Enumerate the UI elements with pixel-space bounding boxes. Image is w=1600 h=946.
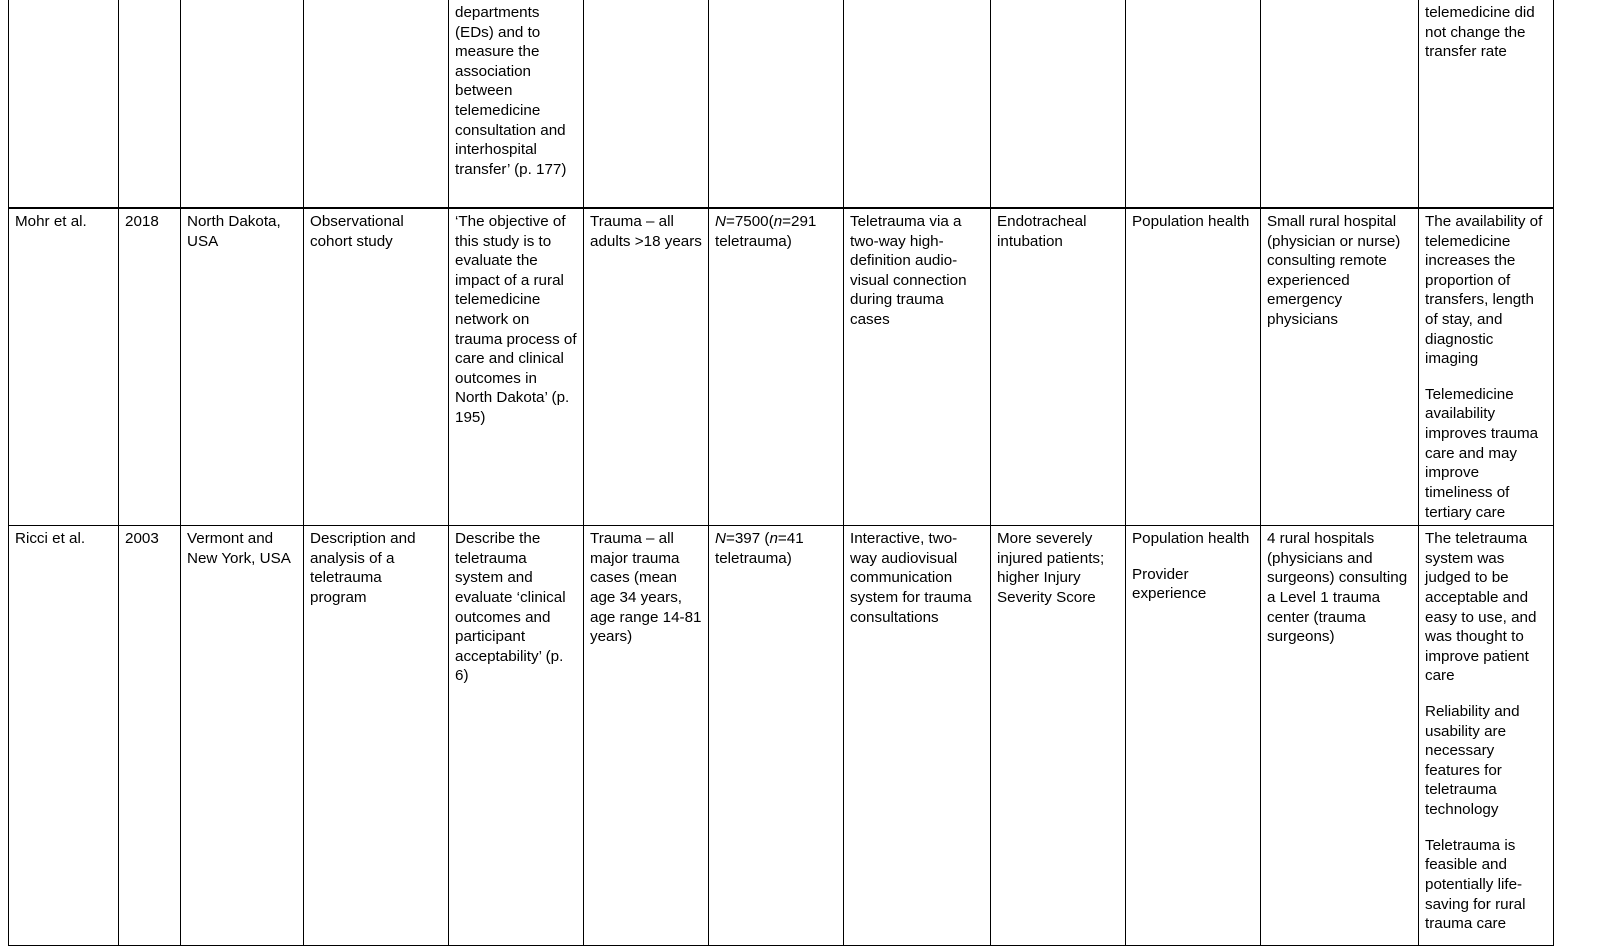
sample-n-total-value: =7500 bbox=[725, 213, 769, 230]
cell-year: 2018 bbox=[119, 208, 181, 526]
finding-item: Reliability and usability are necessary features for teletrauma technology bbox=[1425, 703, 1520, 819]
finding-item: Telemedicine availability improves trauma care and may improve timeliness of tertiary care bbox=[1425, 385, 1539, 521]
cell-year bbox=[119, 0, 181, 208]
cell-population: Trauma – all adults >18 years bbox=[584, 208, 709, 526]
sample-paren-open: ( bbox=[768, 213, 774, 230]
cell-domain bbox=[1126, 0, 1261, 208]
sample-n-sub-symbol: n bbox=[773, 213, 783, 230]
cell-domain: Population health bbox=[1126, 208, 1261, 526]
cell-outcome bbox=[991, 0, 1126, 208]
cell-year: 2003 bbox=[119, 526, 181, 946]
cell-design bbox=[304, 0, 449, 208]
cell-population: Trauma – all major trauma cases (mean age 34 years, age range 14-81 years) bbox=[584, 526, 709, 946]
cell-domain bbox=[1126, 526, 1261, 946]
cell-aim: departments (EDs) and to measure the association between telemedicine consultation and interhospital transfer’ (p. 177) bbox=[449, 0, 584, 208]
sample-n-sub-value: =291 teletrauma) bbox=[715, 213, 817, 250]
cell-author: Mohr et al. bbox=[9, 208, 119, 526]
cell-location bbox=[181, 0, 304, 208]
sample-n-total-symbol: N bbox=[715, 530, 726, 548]
domain-item: Provider experience bbox=[1132, 565, 1207, 603]
cell-findings bbox=[1419, 526, 1554, 946]
cell-setting: Small rural hospital (physician or nurse) consulting remote experienced emergency physicians bbox=[1261, 208, 1419, 526]
cell-setting: 4 rural hospitals (physicians and surgeons) consulting a Level 1 trauma center (trauma surgeons) bbox=[1261, 526, 1419, 946]
cell-sample bbox=[709, 208, 844, 526]
cell-location: Vermont and New York, USA bbox=[181, 526, 304, 946]
cell-author: Ricci et al. bbox=[9, 526, 119, 946]
finding-item: Teletrauma is feasible and potentially life-saving for rural trauma care bbox=[1425, 836, 1526, 933]
cell-setting bbox=[1261, 0, 1419, 208]
cell-aim: ‘The objective of this study is to evaluate the impact of a rural telemedicine network on trauma process of care and clinical outcomes in North Dakota’ (p. 195) bbox=[449, 208, 584, 526]
domain-item: Population health bbox=[1132, 530, 1250, 548]
cell-design: Description and analysis of a teletrauma program bbox=[304, 526, 449, 946]
cell-findings: telemedicine did not change the transfer rate bbox=[1419, 0, 1554, 208]
cell-location: North Dakota, USA bbox=[181, 208, 304, 526]
sample-n-sub-symbol: n bbox=[769, 530, 778, 548]
cell-aim: Describe the teletrauma system and evaluate ‘clinical outcomes and participant acceptability’ (p. 6) bbox=[449, 526, 584, 946]
cell-technology bbox=[844, 0, 991, 208]
finding-item: The availability of telemedicine increases the proportion of transfers, length of stay, and diagnostic imaging bbox=[1425, 213, 1543, 368]
cell-author bbox=[9, 0, 119, 208]
study-characteristics-table bbox=[8, 0, 1554, 946]
cell-design: Observational cohort study bbox=[304, 208, 449, 526]
cell-sample bbox=[709, 526, 844, 946]
table-row bbox=[9, 526, 1554, 946]
cell-outcome: More severely injured patients; higher Injury Severity Score bbox=[991, 526, 1126, 946]
finding-item: The teletrauma system was judged to be acceptable and easy to use, and was thought to improve patient care bbox=[1425, 530, 1537, 685]
cell-sample bbox=[709, 0, 844, 208]
sample-n-total-symbol: N bbox=[715, 213, 726, 230]
cell-outcome: Endotracheal intubation bbox=[991, 208, 1126, 526]
sample-n-total-value: =397 ( bbox=[725, 530, 770, 548]
table-row bbox=[9, 208, 1554, 526]
cell-technology: Interactive, two-way audiovisual communication system for trauma consultations bbox=[844, 526, 991, 946]
cell-technology: Teletrauma via a two-way high-definition audio-visual connection during trauma cases bbox=[844, 208, 991, 526]
cell-findings bbox=[1419, 208, 1554, 526]
cell-population bbox=[584, 0, 709, 208]
table-row bbox=[9, 0, 1554, 208]
sample-n-sub-value: =41 teletrauma) bbox=[715, 530, 804, 567]
